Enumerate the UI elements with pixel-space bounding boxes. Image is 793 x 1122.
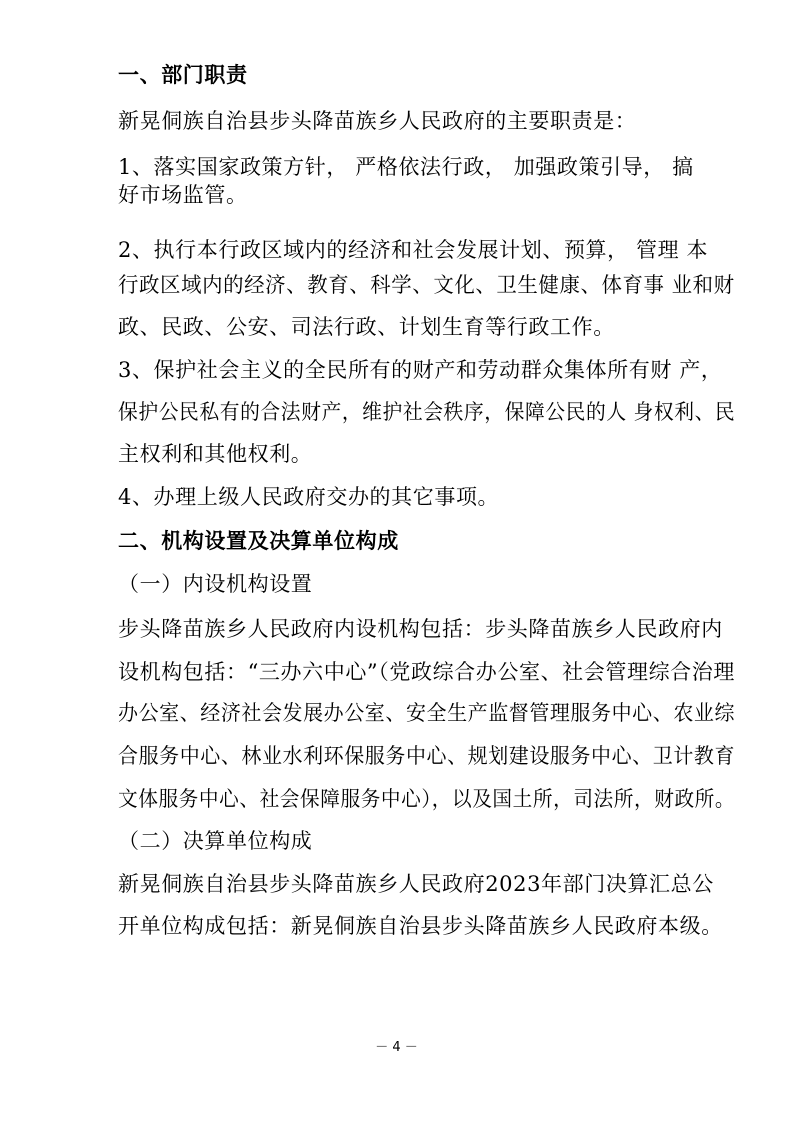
paragraph-structure-line5: 文体服务中心、社会保障服务中心），以及国土所，司法所，财政所。 — [118, 787, 736, 811]
subheading-budget-units: （二）决算单位构成 — [118, 829, 313, 853]
paragraph-item2-line3: 政、民政、公安、司法行政、计划生育等行政工作。 — [118, 315, 615, 339]
paragraph-budget-line1: 新晃侗族自治县步头降苗族乡人民政府2023年部门决算汇总公 — [118, 872, 714, 896]
paragraph-item1-line1: 1、落实国家政策方针， 严格依法行政， 加强政策引导， 搞 — [118, 155, 694, 179]
paragraph-budget-line2: 开单位构成包括：新晃侗族自治县步头降苗族乡人民政府本级。 — [118, 914, 723, 938]
page-number: － 4 － — [375, 1040, 418, 1055]
paragraph-structure-line2: 设机构包括：“三办六中心”（党政综合办公室、社会管理综合治理 — [118, 660, 735, 684]
paragraph-item4: 4、办理上级人民政府交办的其它事项。 — [118, 485, 500, 509]
paragraph-item2-line2: 行政区域内的经济、教育、科学、文化、卫生健康、体育事 业和财 — [118, 273, 735, 297]
section-heading-responsibilities: 一、部门职责 — [118, 63, 248, 87]
paragraph-item3-line2: 保护公民私有的合法财产，维护社会秩序，保障公民的人 身权利、民 — [118, 400, 736, 424]
subheading-internal-structure: （一）内设机构设置 — [118, 572, 313, 596]
paragraph-structure-line3: 办公室、经济社会发展办公室、安全生产监督管理服务中心、农业综 — [118, 701, 736, 725]
paragraph-item3-line3: 主权利和其他权利。 — [118, 442, 313, 466]
section-heading-organization: 二、机构设置及决算单位构成 — [118, 529, 399, 553]
paragraph-intro: 新晃侗族自治县步头降苗族乡人民政府的主要职责是： — [118, 109, 637, 133]
paragraph-item3-line1: 3、保护社会主义的全民所有的财产和劳动群众集体所有财 产， — [118, 358, 723, 382]
paragraph-structure-line1: 步头降苗族乡人民政府内设机构包括：步头降苗族乡人民政府内 — [118, 617, 723, 641]
paragraph-item2-line1: 2、执行本行政区域内的经济和社会发展计划、预算， 管理 本 — [118, 238, 709, 262]
paragraph-item1-line2: 好市场监管。 — [118, 183, 248, 207]
paragraph-structure-line4: 合服务中心、林业水利环保服务中心、规划建设服务中心、卫计教育 — [118, 744, 736, 768]
